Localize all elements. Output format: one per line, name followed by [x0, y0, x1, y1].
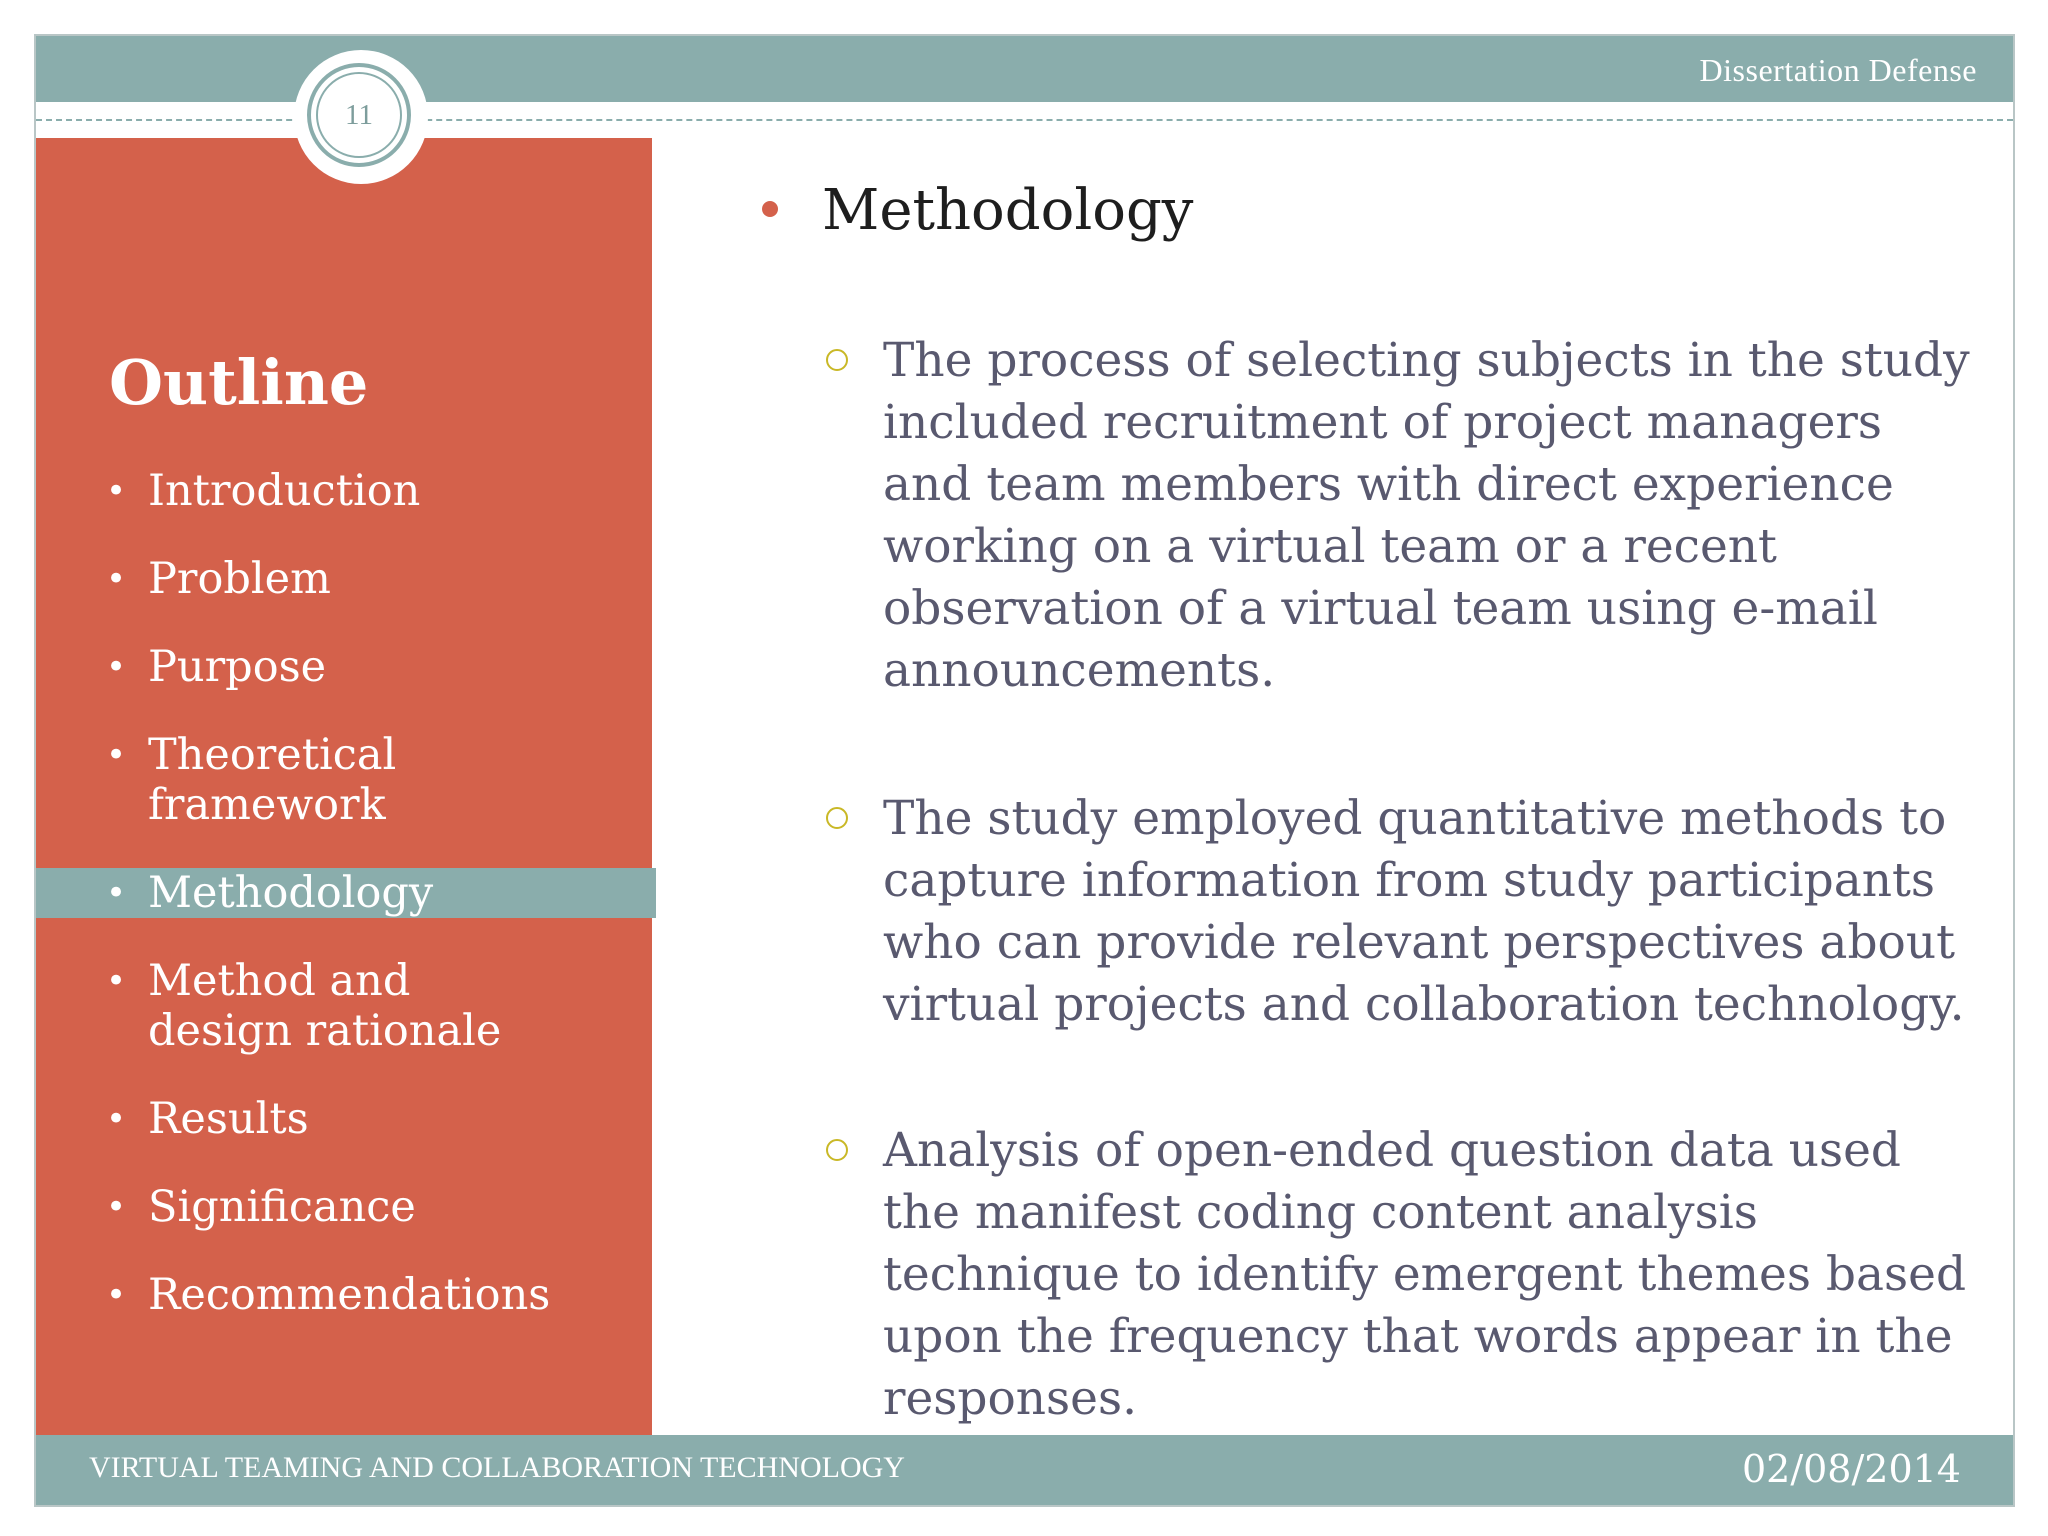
content-point-text: The study employed quantitative methods to capture information from study participants who can provide relevant perspectives about virtual projects and collaboration technology. [883, 791, 1965, 1032]
content-heading-text: Methodology [822, 178, 1194, 243]
content-area [726, 176, 1976, 1430]
outline-item-recommendations[interactable] [36, 1270, 566, 1320]
outline-item-label: Results [148, 1094, 309, 1144]
content-heading [726, 176, 1976, 246]
outline-item-label: Significance [148, 1182, 416, 1232]
bullet-dot-icon: • [106, 471, 127, 511]
heading-bullet-icon [762, 201, 778, 217]
outline-title: Outline [109, 346, 369, 419]
slide-number: 11 [316, 72, 402, 158]
bullet-dot-icon: • [106, 1099, 127, 1139]
outline-item-label: Purpose [148, 642, 327, 692]
footer-date: 02/08/2014 [1741, 1447, 1961, 1491]
outline-item-theoretical-framework[interactable] [36, 730, 566, 830]
outline-list [36, 466, 736, 1358]
bullet-dot-icon: • [106, 1187, 127, 1227]
outline-item-problem[interactable] [36, 554, 566, 604]
outline-item-introduction[interactable] [36, 466, 566, 516]
bullet-dot-icon: • [106, 1275, 127, 1315]
outline-item-significance[interactable] [36, 1182, 566, 1232]
outline-item-methodology[interactable] [36, 868, 656, 918]
outline-item-label: Recommendations [148, 1270, 551, 1320]
footer-presentation-title: VIRTUAL TEAMING AND COLLABORATION TECHNOLOGY [89, 1451, 905, 1484]
content-point [726, 788, 1976, 1036]
outline-item-label: Methodology [148, 868, 434, 918]
hollow-circle-bullet-icon [826, 1139, 848, 1161]
footer-band [36, 1435, 2013, 1505]
hollow-circle-bullet-icon [826, 349, 848, 371]
slide [34, 34, 2015, 1507]
outline-item-label: Theoretical framework [148, 730, 397, 830]
bullet-dot-icon: • [106, 647, 127, 687]
header-title: Dissertation Defense [1699, 52, 1977, 88]
bullet-dot-icon: • [106, 961, 127, 1001]
content-points [726, 330, 1976, 1430]
bullet-dot-icon: • [106, 873, 127, 913]
content-point-text: Analysis of open-ended question data used the manifest coding content analysis technique to identify emergent themes based upon the frequency that words appear in the responses. [883, 1123, 1967, 1426]
outline-item-label: Problem [148, 554, 331, 604]
content-point [726, 1120, 1976, 1430]
outline-item-label: Method and design rationale [148, 956, 502, 1056]
slide-number-badge [294, 50, 428, 184]
content-point-text: The process of selecting subjects in the study included recruitment of project managers and team members with direct experience working on a virtual team or a recent observation of a virtual team using e-mail announcements. [883, 333, 1970, 698]
content-point [726, 330, 1976, 702]
hollow-circle-bullet-icon [826, 807, 848, 829]
bullet-dot-icon: • [106, 735, 127, 775]
outline-item-method-and-design-rationale[interactable] [36, 956, 566, 1056]
slide-number-ring [307, 63, 411, 167]
outline-item-results[interactable] [36, 1094, 566, 1144]
bullet-dot-icon: • [106, 559, 127, 599]
outline-item-purpose[interactable] [36, 642, 566, 692]
outline-item-label: Introduction [148, 466, 421, 516]
